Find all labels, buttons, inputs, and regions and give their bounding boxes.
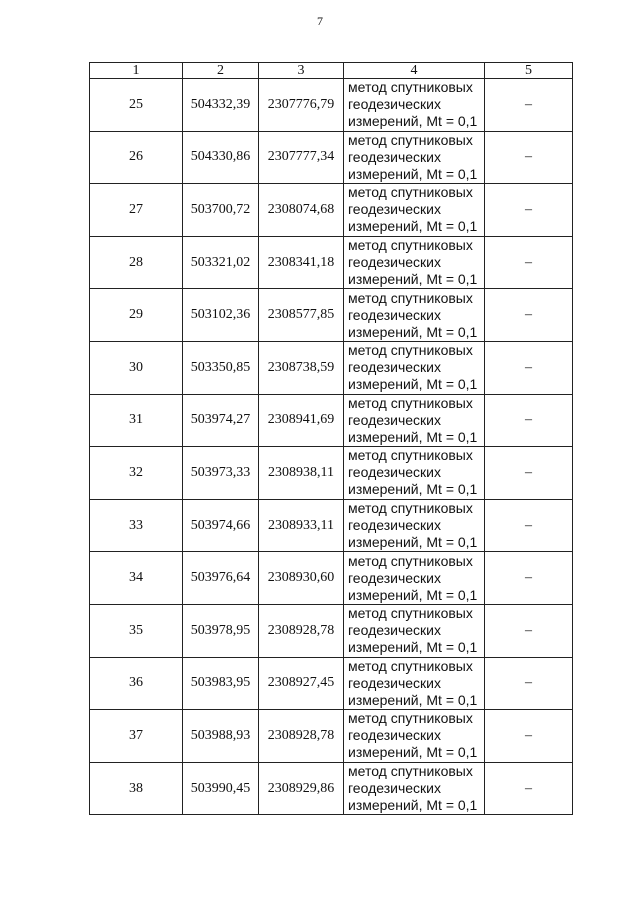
method-line: метод спутниковых [348,605,473,622]
note-cell: – [485,499,573,552]
y-coordinate-cell: 2308928,78 [259,710,344,763]
point-number-cell: 27 [90,184,183,237]
method-line: измерений, Mt = 0,1 [348,797,478,814]
method-line: геодезических [348,464,441,481]
table-row [90,184,573,237]
method-line: метод спутниковых [348,289,473,306]
method-line: измерений, Mt = 0,1 [348,428,478,445]
point-number-cell: 36 [90,657,183,710]
method-line: геодезических [348,569,441,586]
y-coordinate-cell: 2308341,18 [259,236,344,289]
y-coordinate-cell: 2308577,85 [259,289,344,342]
table-row [90,131,573,184]
method-cell [344,552,485,605]
method-line: измерений, Mt = 0,1 [348,165,478,182]
note-cell: – [485,79,573,132]
method-line: геодезических [348,411,441,428]
x-coordinate-cell: 504332,39 [183,79,259,132]
method-line: геодезических [348,359,441,376]
method-line: метод спутниковых [348,184,473,201]
method-line: геодезических [348,148,441,165]
method-cell [344,341,485,394]
table-row [90,447,573,500]
x-coordinate-cell: 504330,86 [183,131,259,184]
x-coordinate-cell: 503978,95 [183,604,259,657]
method-line: геодезических [348,517,441,534]
point-number-cell: 34 [90,552,183,605]
column-header: 3 [259,63,344,79]
x-coordinate-cell: 503350,85 [183,341,259,394]
table-row [90,236,573,289]
header-row [90,63,573,79]
method-cell [344,499,485,552]
x-coordinate-cell: 503973,33 [183,447,259,500]
page-number: 7 [317,14,323,28]
note-cell: – [485,762,573,815]
method-line: измерений, Mt = 0,1 [348,271,478,288]
x-coordinate-cell: 503102,36 [183,289,259,342]
table-row [90,604,573,657]
method-line: измерений, Mt = 0,1 [348,586,478,603]
point-number-cell: 35 [90,604,183,657]
x-coordinate-cell: 503988,93 [183,710,259,763]
y-coordinate-cell: 2308738,59 [259,341,344,394]
x-coordinate-cell: 503321,02 [183,236,259,289]
method-line: измерений, Mt = 0,1 [348,744,478,761]
point-number-cell: 29 [90,289,183,342]
note-cell: – [485,184,573,237]
x-coordinate-cell: 503983,95 [183,657,259,710]
note-cell: – [485,552,573,605]
method-line: метод спутниковых [348,394,473,411]
point-number-cell: 30 [90,341,183,394]
y-coordinate-cell: 2307777,34 [259,131,344,184]
y-coordinate-cell: 2308930,60 [259,552,344,605]
method-line: измерений, Mt = 0,1 [348,218,478,235]
method-line: измерений, Mt = 0,1 [348,113,478,130]
note-cell: – [485,604,573,657]
point-number-cell: 33 [90,499,183,552]
method-cell [344,762,485,815]
y-coordinate-cell: 2308938,11 [259,447,344,500]
note-cell: – [485,447,573,500]
table-row [90,657,573,710]
method-line: геодезических [348,780,441,797]
method-line: геодезических [348,254,441,271]
table-row [90,341,573,394]
table-row [90,394,573,447]
point-number-cell: 26 [90,131,183,184]
method-line: измерений, Mt = 0,1 [348,534,478,551]
method-cell [344,79,485,132]
method-cell [344,184,485,237]
method-line: метод спутниковых [348,342,473,359]
method-line: измерений, Mt = 0,1 [348,691,478,708]
table-row [90,289,573,342]
column-header: 4 [344,63,485,79]
method-line: метод спутниковых [348,79,473,96]
x-coordinate-cell: 503976,64 [183,552,259,605]
coordinates-table [89,62,573,815]
column-header: 1 [90,63,183,79]
method-line: метод спутниковых [348,710,473,727]
note-cell: – [485,394,573,447]
point-number-cell: 28 [90,236,183,289]
method-cell [344,289,485,342]
y-coordinate-cell: 2308929,86 [259,762,344,815]
point-number-cell: 25 [90,79,183,132]
table-row [90,552,573,605]
table-row [90,79,573,132]
point-number-cell: 32 [90,447,183,500]
method-line: геодезических [348,201,441,218]
method-line: измерений, Mt = 0,1 [348,376,478,393]
note-cell: – [485,341,573,394]
column-header: 5 [485,63,573,79]
table-body [90,79,573,815]
column-header: 2 [183,63,259,79]
method-line: метод спутниковых [348,500,473,517]
point-number-cell: 38 [90,762,183,815]
y-coordinate-cell: 2308933,11 [259,499,344,552]
x-coordinate-cell: 503700,72 [183,184,259,237]
method-line: метод спутниковых [348,552,473,569]
y-coordinate-cell: 2308074,68 [259,184,344,237]
method-cell [344,394,485,447]
method-cell [344,131,485,184]
method-cell [344,657,485,710]
y-coordinate-cell: 2307776,79 [259,79,344,132]
point-number-cell: 37 [90,710,183,763]
x-coordinate-cell: 503974,27 [183,394,259,447]
y-coordinate-cell: 2308927,45 [259,657,344,710]
x-coordinate-cell: 503974,66 [183,499,259,552]
table-row [90,499,573,552]
method-cell [344,447,485,500]
method-line: метод спутниковых [348,237,473,254]
method-line: геодезических [348,727,441,744]
y-coordinate-cell: 2308928,78 [259,604,344,657]
method-line: метод спутниковых [348,657,473,674]
method-line: геодезических [348,306,441,323]
method-line: измерений, Mt = 0,1 [348,323,478,340]
note-cell: – [485,236,573,289]
note-cell: – [485,657,573,710]
note-cell: – [485,289,573,342]
table-row [90,710,573,763]
method-line: измерений, Mt = 0,1 [348,481,478,498]
method-line: измерений, Mt = 0,1 [348,639,478,656]
y-coordinate-cell: 2308941,69 [259,394,344,447]
note-cell: – [485,710,573,763]
note-cell: – [485,131,573,184]
method-line: метод спутниковых [348,447,473,464]
method-cell [344,236,485,289]
point-number-cell: 31 [90,394,183,447]
x-coordinate-cell: 503990,45 [183,762,259,815]
table-row [90,762,573,815]
method-line: метод спутниковых [348,131,473,148]
method-line: геодезических [348,96,441,113]
method-cell [344,710,485,763]
method-cell [344,604,485,657]
method-line: геодезических [348,674,441,691]
method-line: геодезических [348,622,441,639]
method-line: метод спутниковых [348,763,473,780]
